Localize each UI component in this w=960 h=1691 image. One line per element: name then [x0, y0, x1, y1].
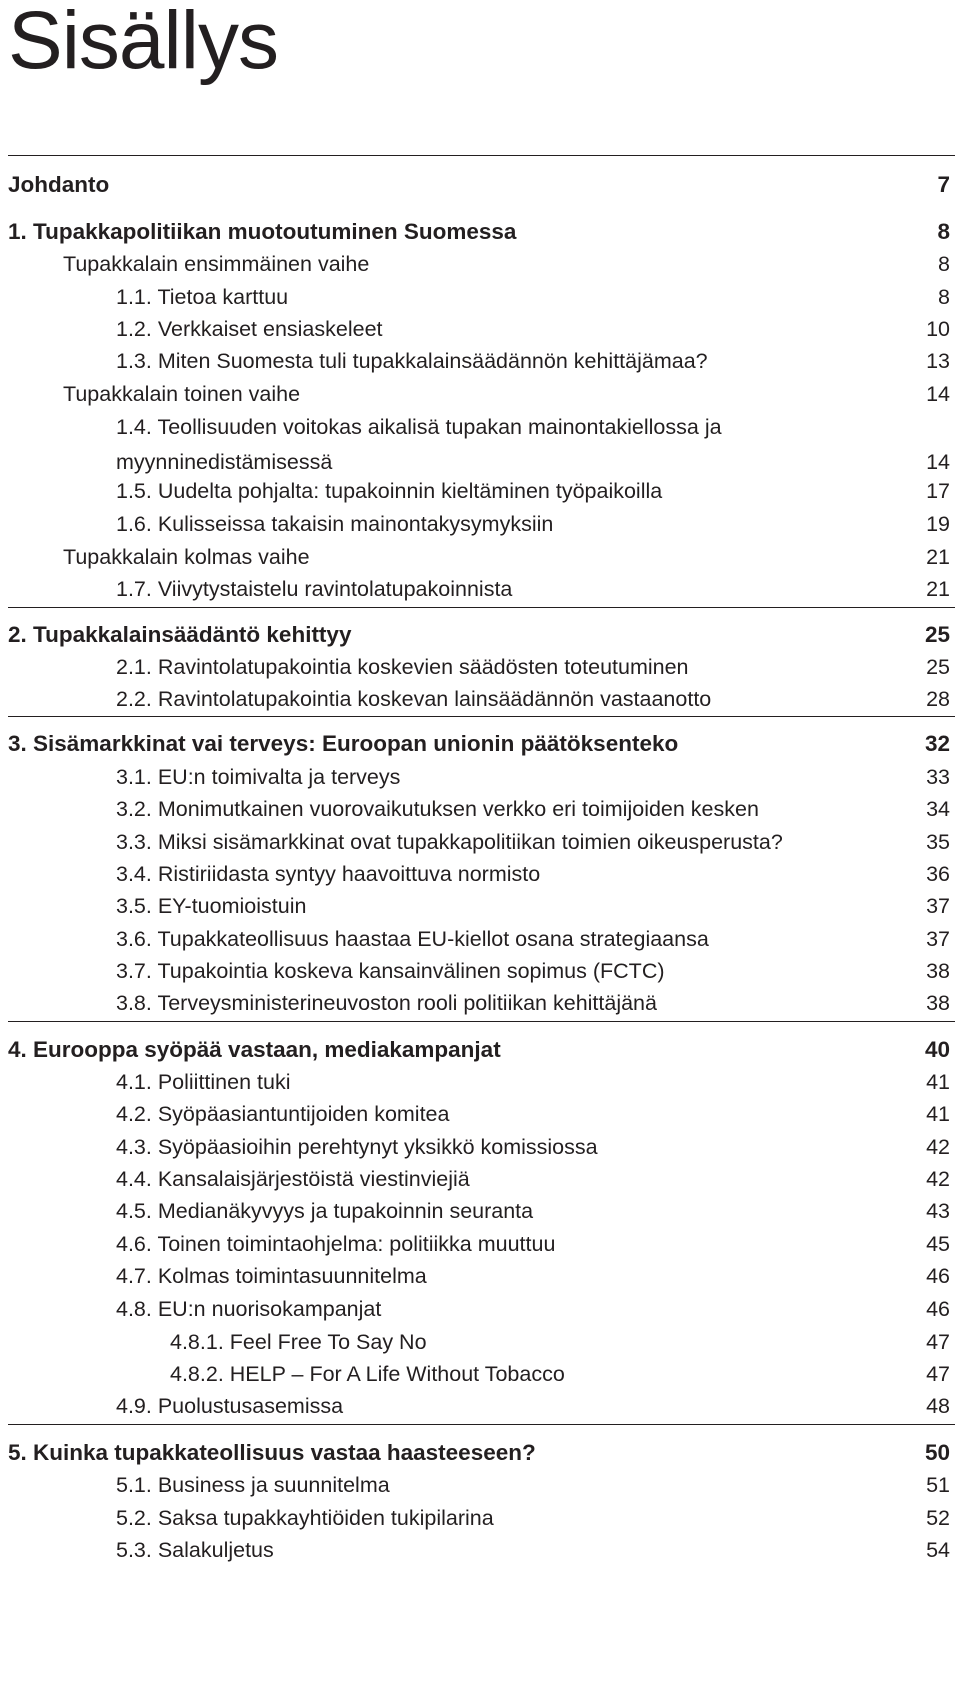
toc-page-number: 8: [938, 252, 950, 276]
toc-page-number: 19: [926, 512, 950, 536]
toc-chapter-entry: [8, 727, 955, 761]
toc-entry: [8, 507, 955, 541]
page-title: Sisällys: [8, 0, 278, 86]
toc-entry: [8, 986, 955, 1020]
toc-entry-title: 5.2. Saksa tupakkayhtiöiden tukipilarina: [116, 1506, 494, 1530]
toc-page-number: 14: [926, 382, 950, 406]
toc-page-number: 37: [926, 927, 950, 951]
toc-entry-title: 4.3. Syöpäasioihin perehtynyt yksikkö komissiossa: [116, 1135, 598, 1159]
toc-entry-title: 3.4. Ristiriidasta syntyy haavoittuva normisto: [116, 862, 541, 886]
toc-page-number: 8: [938, 285, 950, 309]
toc-page-number: 17: [926, 479, 950, 503]
toc-page-number: 25: [926, 655, 950, 679]
toc-page-number: 21: [926, 577, 950, 601]
toc-entry: [8, 954, 955, 988]
toc-entry-title: 2.2. Ravintolatupakointia koskevan lainsäädännön vastaanotto: [116, 687, 712, 711]
toc-chapter-entry: [8, 618, 955, 652]
toc-page-number: 36: [926, 862, 950, 886]
toc-page-number: 42: [926, 1135, 950, 1159]
toc-entry: [8, 1292, 955, 1326]
toc-page-number: 38: [926, 959, 950, 983]
toc-entry: [8, 572, 955, 606]
toc-entry-title: 5. Kuinka tupakkateollisuus vastaa haasteeseen?: [8, 1440, 536, 1465]
toc-page-number: 41: [926, 1070, 950, 1094]
toc-chapter-entry: [8, 168, 955, 202]
toc-entry-title: 1.7. Viivytystaistelu ravintolatupakoinnista: [116, 577, 513, 601]
toc-page-number: 47: [926, 1362, 950, 1386]
toc-entry: [8, 410, 955, 480]
toc-entry-title: 4.8.2. HELP – For A Life Without Tobacco: [170, 1362, 565, 1386]
toc-entry-title: 4.8.1. Feel Free To Say No: [170, 1330, 427, 1354]
toc-page-number: 10: [926, 317, 950, 341]
toc-entry-title: 3.1. EU:n toimivalta ja terveys: [116, 765, 401, 789]
toc-entry-title: 4. Eurooppa syöpää vastaan, mediakampanjat: [8, 1037, 501, 1062]
toc-page-number: 8: [937, 219, 950, 244]
toc-entry: [8, 650, 955, 684]
toc-entry-title: 1.3. Miten Suomesta tuli tupakkalainsäädännön kehittäjämaa?: [116, 349, 708, 373]
toc-entry: [8, 1065, 955, 1099]
toc-entry: [8, 1389, 955, 1423]
toc-entry: [8, 682, 955, 716]
toc-chapter-entry: [8, 215, 955, 249]
toc-page-number: 21: [926, 545, 950, 569]
toc-page-number: 42: [926, 1167, 950, 1191]
toc-entry-title: 3.7. Tupakointia koskeva kansainvälinen sopimus (FCTC): [116, 959, 665, 983]
toc-entry-title: Tupakkalain kolmas vaihe: [63, 545, 310, 569]
toc-entry: [8, 247, 955, 281]
toc-entry-title: 4.8. EU:n nuorisokampanjat: [116, 1297, 382, 1321]
toc-entry: [8, 1357, 955, 1391]
toc-page-number: 48: [926, 1394, 950, 1418]
toc-page-number: 38: [926, 991, 950, 1015]
toc-entry: [8, 344, 955, 378]
toc-entry: [8, 1468, 955, 1502]
toc-entry-title: 4.5. Medianäkyvyys ja tupakoinnin seuranta: [116, 1199, 534, 1223]
toc-entry-title: 1.1. Tietoa karttuu: [116, 285, 289, 309]
toc-entry: [8, 1501, 955, 1535]
toc-entry: [8, 474, 955, 508]
toc-entry-title: Tupakkalain ensimmäinen vaihe: [63, 252, 370, 276]
toc-entry: [8, 792, 955, 826]
toc-entry: [8, 540, 955, 574]
toc-page-number: 25: [924, 622, 950, 647]
toc-entry: [8, 1162, 955, 1196]
toc-entry-title: 4.6. Toinen toimintaohjelma: politiikka muuttuu: [116, 1232, 556, 1256]
toc-page-number: 47: [926, 1330, 950, 1354]
toc-page-number: 43: [926, 1199, 950, 1223]
toc-entry: [8, 1227, 955, 1261]
toc-entry-title: 4.7. Kolmas toimintasuunnitelma: [116, 1264, 427, 1288]
toc-page-number: 54: [926, 1538, 950, 1562]
toc-entry-title: 3.8. Terveysministerineuvoston rooli politiikan kehittäjänä: [116, 991, 657, 1015]
toc-entry: [8, 377, 955, 411]
toc-entry-title: 2. Tupakkalainsäädäntö kehittyy: [8, 622, 352, 647]
toc-entry-title: Tupakkalain toinen vaihe: [63, 382, 301, 406]
toc-page-number: 50: [924, 1440, 950, 1465]
section-divider: [8, 155, 955, 156]
toc-entry-title: 4.9. Puolustusasemissa: [116, 1394, 344, 1418]
toc-chapter-entry: [8, 1033, 955, 1067]
toc-entry-title: 3.2. Monimutkainen vuorovaikutuksen verkko eri toimijoiden kesken: [116, 797, 759, 821]
toc-entry-title: 4.1. Poliittinen tuki: [116, 1070, 291, 1094]
toc-entry-title: 2.1. Ravintolatupakointia koskevien säädösten toteutuminen: [116, 655, 689, 679]
toc-page-number: 34: [926, 797, 950, 821]
toc-page-number: 14: [926, 450, 950, 474]
toc-page-number: 40: [924, 1037, 950, 1062]
toc-page-number: 41: [926, 1102, 950, 1126]
toc-page-number: 7: [937, 172, 950, 197]
section-divider: [8, 1424, 955, 1425]
toc-page-number: 46: [926, 1297, 950, 1321]
toc-page-number: 51: [926, 1473, 950, 1497]
toc-entry: [8, 1259, 955, 1293]
toc-entry-title: 1.2. Verkkaiset ensiaskeleet: [116, 317, 383, 341]
section-divider: [8, 716, 955, 717]
toc-page-number: 35: [926, 830, 950, 854]
toc-entry-title: 4.2. Syöpäasiantuntijoiden komitea: [116, 1102, 450, 1126]
toc-chapter-entry: [8, 1436, 955, 1470]
toc-entry: [8, 312, 955, 346]
toc-page-number: 13: [926, 349, 950, 373]
section-divider: [8, 607, 955, 608]
toc-page-number: 46: [926, 1264, 950, 1288]
toc-entry: [8, 1130, 955, 1164]
toc-page-number: 33: [926, 765, 950, 789]
toc-entry-title: 3.5. EY-tuomioistuin: [116, 894, 307, 918]
toc-entry-title: 1.4. Teollisuuden voitokas aikalisä tupakan mainontakiellossa ja myynninedistämisessä: [116, 415, 722, 474]
toc-entry-title: 5.3. Salakuljetus: [116, 1538, 274, 1562]
toc-entry: [8, 889, 955, 923]
toc-entry: [8, 1097, 955, 1131]
toc-entry-title: 3.6. Tupakkateollisuus haastaa EU-kiellot osana strategiaansa: [116, 927, 709, 951]
toc-entry-title: 1. Tupakkapolitiikan muotoutuminen Suomessa: [8, 219, 517, 244]
toc-entry: [8, 922, 955, 956]
toc-entry: [8, 280, 955, 314]
toc-page-number: 37: [926, 894, 950, 918]
toc-entry: [8, 760, 955, 794]
toc-page-number: 32: [924, 731, 950, 756]
toc-page-number: 52: [926, 1506, 950, 1530]
toc-entry-title: 1.6. Kulisseissa takaisin mainontakysymyksiin: [116, 512, 554, 536]
toc-entry-title: 1.5. Uudelta pohjalta: tupakoinnin kieltäminen työpaikoilla: [116, 479, 663, 503]
toc-entry-title: 4.4. Kansalaisjärjestöistä viestinviejiä: [116, 1167, 470, 1191]
toc-entry: [8, 825, 955, 859]
section-divider: [8, 1021, 955, 1022]
toc-entry: [8, 857, 955, 891]
toc-entry-title: 3. Sisämarkkinat vai terveys: Euroopan unionin päätöksenteko: [8, 731, 679, 756]
toc-entry-title: 3.3. Miksi sisämarkkinat ovat tupakkapolitiikan toimien oikeusperusta?: [116, 830, 783, 854]
toc-entry: [8, 1194, 955, 1228]
toc-entry-title: Johdanto: [8, 172, 110, 197]
toc-entry-title: 5.1. Business ja suunnitelma: [116, 1473, 390, 1497]
toc-page-number: 45: [926, 1232, 950, 1256]
toc-page-number: 28: [926, 687, 950, 711]
toc-entry: [8, 1533, 955, 1567]
toc-entry: [8, 1325, 955, 1359]
